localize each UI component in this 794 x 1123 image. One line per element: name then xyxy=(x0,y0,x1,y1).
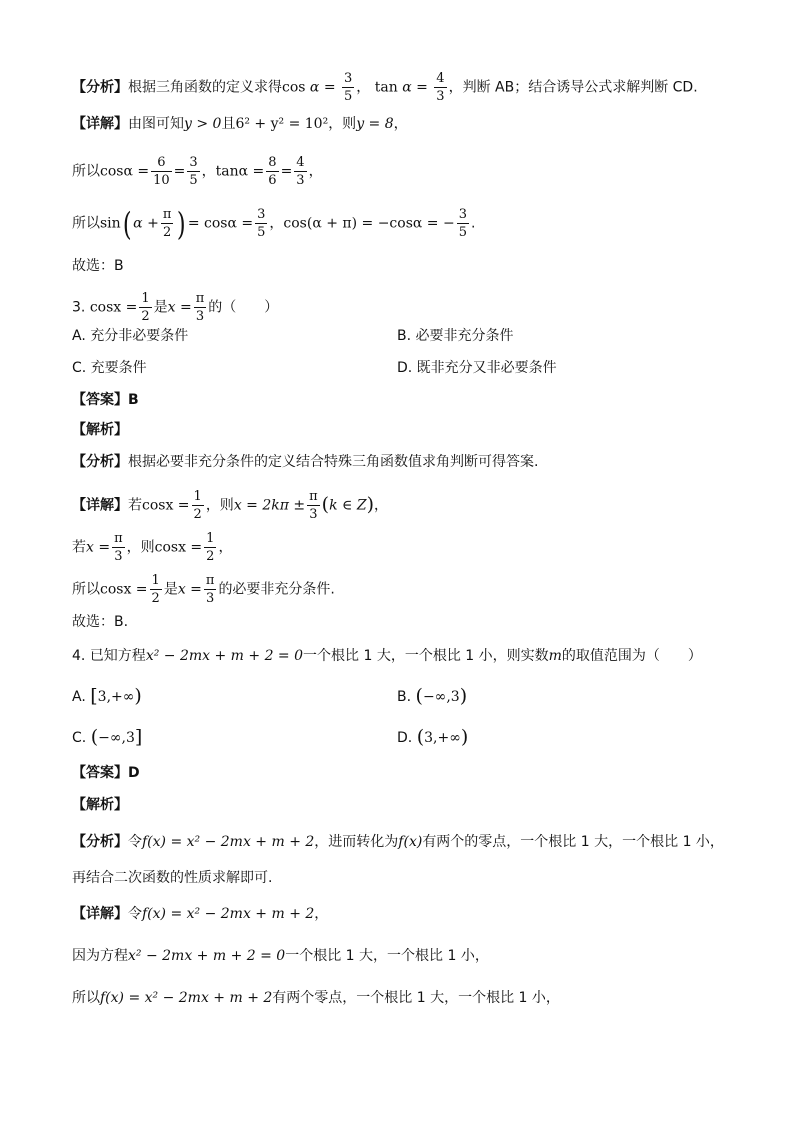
punct: ， xyxy=(314,906,329,922)
detail-if: 若 xyxy=(72,539,86,556)
math-eq: = cosα = xyxy=(187,215,254,232)
math-cos: cosα = xyxy=(100,163,150,180)
math-function: f(x) = x² − 2mx + m + 2 xyxy=(100,990,273,1006)
q3-detail: 【详解】若cosx = $\frac{1}{2}$ ，则x = 2kπ ± $\frac{\pi}{3}$ (k ∈ Z)， xyxy=(72,489,388,522)
q3-stem xyxy=(72,290,278,325)
q3-option-b: B. 必要非充分条件 xyxy=(397,328,514,344)
math-cos: cosx = xyxy=(154,539,203,556)
math-condition: y > 0 xyxy=(184,116,222,132)
math-alpha: α + xyxy=(133,215,159,232)
math-x: x = xyxy=(86,539,111,556)
option-label: D. xyxy=(397,730,413,746)
punct: ， xyxy=(374,497,388,514)
fraction: $\frac{1}{2}$ xyxy=(141,291,150,324)
math-equation: 6² + y² = 10² xyxy=(235,116,329,132)
option-value: −∞,3 xyxy=(98,730,135,746)
detail-tag: 【详解】 xyxy=(72,906,128,922)
stem-is: 是 xyxy=(153,299,168,316)
math-cos: cosx = xyxy=(142,497,190,514)
math-cos: ，cos(α + π) = −cosα = − xyxy=(269,215,455,232)
question-number: 3. xyxy=(72,299,86,316)
math-x: x = xyxy=(177,581,202,598)
q3-option-a: A. 充分非必要条件 xyxy=(72,328,189,344)
fraction: $\frac{\pi}{3}$ xyxy=(205,573,215,606)
detail-then: ，则 xyxy=(205,497,234,514)
detail-if: 若 xyxy=(128,497,142,514)
math-cos: cosx = xyxy=(100,581,148,598)
detail-then: ，则 xyxy=(126,539,155,556)
fraction: $\frac{\pi}{3}$ xyxy=(195,291,205,324)
stem-end: 的取值范围为（ ） xyxy=(561,648,702,664)
fraction: $\frac{4}{3}$ xyxy=(296,155,305,188)
analysis-tag: 【分析】 xyxy=(72,454,128,470)
q2-detail-line: 【详解】由图可知y > 0且6² + y² = 10²，则y = 8， xyxy=(72,116,408,132)
detail-tag: 【详解】 xyxy=(72,497,128,514)
q3-answer: 【答案】B xyxy=(72,392,139,408)
math-result: y = 8 xyxy=(356,116,394,132)
math-k: k ∈ Z xyxy=(329,497,367,514)
q3-line3 xyxy=(72,572,335,607)
fraction: $\frac{\pi}{2}$ xyxy=(162,207,172,240)
analysis-tag: 【分析】 xyxy=(72,79,128,96)
detail-then: ，则 xyxy=(328,116,357,132)
detail-tag: 【详解】 xyxy=(72,116,128,132)
analysis-text: 根据三角函数的定义求得 xyxy=(128,79,282,96)
fraction: $\frac{1}{2}$ xyxy=(151,573,160,606)
so-label: 所以 xyxy=(72,581,100,598)
math-cos: cos xyxy=(282,79,306,96)
q2-analysis-line: 【分析】根据三角函数的定义求得cos α = $\frac{3}{5}$ ， tan α = $\frac{4}{3}$ ，判断 AB；结合诱导公式求解判断 CD. xyxy=(72,71,698,104)
math-function: f(x) = x² − 2mx + m + 2 xyxy=(142,834,315,850)
option-label: C. xyxy=(72,730,87,746)
analysis-post: 有两个的零点，一个根比 1 大，一个根比 1 小， xyxy=(422,834,724,850)
punct: ， xyxy=(308,163,323,180)
math-equation: x² − 2mx + m + 2 = 0 xyxy=(145,648,304,664)
q2-line3: 所以sin( α + $\frac{\pi}{2}$ ) = cosα = $\frac{3}{5}$ ，cos(α + π) = −cosα = − $\frac{3}{5}$ . xyxy=(72,204,476,243)
math-m: m xyxy=(548,648,562,664)
stem-end: 的（ ） xyxy=(208,299,279,316)
detail-pre: 令 xyxy=(128,906,142,922)
q4-analysis xyxy=(72,832,724,852)
detail-and: 且 xyxy=(221,116,236,132)
q4-stem xyxy=(72,646,702,666)
so-label: 所以 xyxy=(72,163,100,180)
q4-detail xyxy=(72,904,328,924)
math-x: x = xyxy=(167,299,192,316)
fraction: $\frac{4}{3}$ xyxy=(436,71,445,104)
q3-jiexi: 【解析】 xyxy=(72,422,128,438)
q4-option-a: A. [3,+∞) xyxy=(72,685,142,707)
stem-is: 是 xyxy=(163,581,178,598)
fraction: $\frac{3}{5}$ xyxy=(458,207,467,240)
q3-line2 xyxy=(72,530,232,565)
option-value: 3,+∞ xyxy=(424,730,461,746)
q3-analysis xyxy=(72,452,538,472)
math-sin: sin xyxy=(100,215,121,232)
line-post: 一个根比 1 大，一个根比 1 小， xyxy=(285,948,489,964)
stem-pre: 已知方程 xyxy=(89,648,146,664)
stem-mid: 一个根比 1 大，一个根比 1 小，则实数 xyxy=(303,648,549,664)
q4-analysis-line2: 再结合二次函数的性质求解即可. xyxy=(72,870,273,886)
line-pre: 所以 xyxy=(72,990,100,1006)
analysis-pre: 令 xyxy=(128,834,142,850)
fraction: $\frac{1}{2}$ xyxy=(193,489,202,522)
q3-option-c: C. 充要条件 xyxy=(72,360,147,376)
math-function: f(x) = x² − 2mx + m + 2 xyxy=(142,906,315,922)
option-value: −∞,3 xyxy=(422,689,460,705)
line-end: 的必要非充分条件. xyxy=(218,581,335,598)
q4-line2 xyxy=(72,946,489,966)
line-post: 有两个零点，一个根比 1 大，一个根比 1 小， xyxy=(272,990,560,1006)
fraction: $\frac{6}{10}$ xyxy=(153,155,170,188)
q4-line3 xyxy=(72,988,560,1008)
analysis-tag: 【分析】 xyxy=(72,834,128,850)
punct: ， xyxy=(218,539,233,556)
q4-option-b: B. (−∞,3) xyxy=(397,685,468,707)
q3-option-d: D. 既非充分又非必要条件 xyxy=(397,360,557,376)
analysis-mid: ，进而转化为 xyxy=(314,834,399,850)
q4-answer: 【答案】D xyxy=(72,765,140,781)
fraction: $\frac{\pi}{3}$ xyxy=(114,531,123,564)
fraction: $\frac{3}{5}$ xyxy=(257,207,266,240)
math-tan: ，tanα = xyxy=(201,163,265,180)
q4-option-d: D. (3,+∞) xyxy=(397,726,469,748)
fraction: $\frac{3}{5}$ xyxy=(189,155,198,188)
fraction: $\frac{3}{5}$ xyxy=(344,71,353,104)
punct: . xyxy=(470,215,476,232)
question-number: 4. xyxy=(72,648,86,664)
detail-text: 由图可知 xyxy=(128,116,184,132)
q4-option-c: C. (−∞,3] xyxy=(72,726,143,748)
so-label: 所以 xyxy=(72,215,100,232)
fraction: $\frac{1}{2}$ xyxy=(206,531,215,564)
q2-choice: 故选：B xyxy=(72,258,124,274)
math-cos: cosx = xyxy=(89,299,138,316)
fraction: $\frac{8}{6}$ xyxy=(268,155,277,188)
option-label: B. xyxy=(397,689,412,705)
math-tan: tan xyxy=(374,79,398,96)
q4-jiexi: 【解析】 xyxy=(72,797,128,813)
line-pre: 因为方程 xyxy=(72,948,128,964)
math-x: x = 2kπ ± xyxy=(233,497,306,514)
q3-choice: 故选：B. xyxy=(72,614,129,630)
option-value: 3,+∞ xyxy=(97,689,135,705)
fraction: $\frac{\pi}{3}$ xyxy=(309,489,318,522)
q2-line2: 所以cosα = $\frac{6}{10}$ = $\frac{3}{5}$ ，tanα = $\frac{8}{6}$ = $\frac{4}{3}$ ， xyxy=(72,155,323,188)
analysis-text-end: ，判断 AB；结合诱导公式求解判断 CD. xyxy=(448,79,698,96)
math-equation: x² − 2mx + m + 2 = 0 xyxy=(128,948,286,964)
equals: = xyxy=(173,163,186,180)
math-function: f(x) xyxy=(398,834,423,850)
option-label: A. xyxy=(72,689,86,705)
analysis-text: 根据必要非充分条件的定义结合特殊三角函数值求角判断可得答案. xyxy=(128,454,539,470)
